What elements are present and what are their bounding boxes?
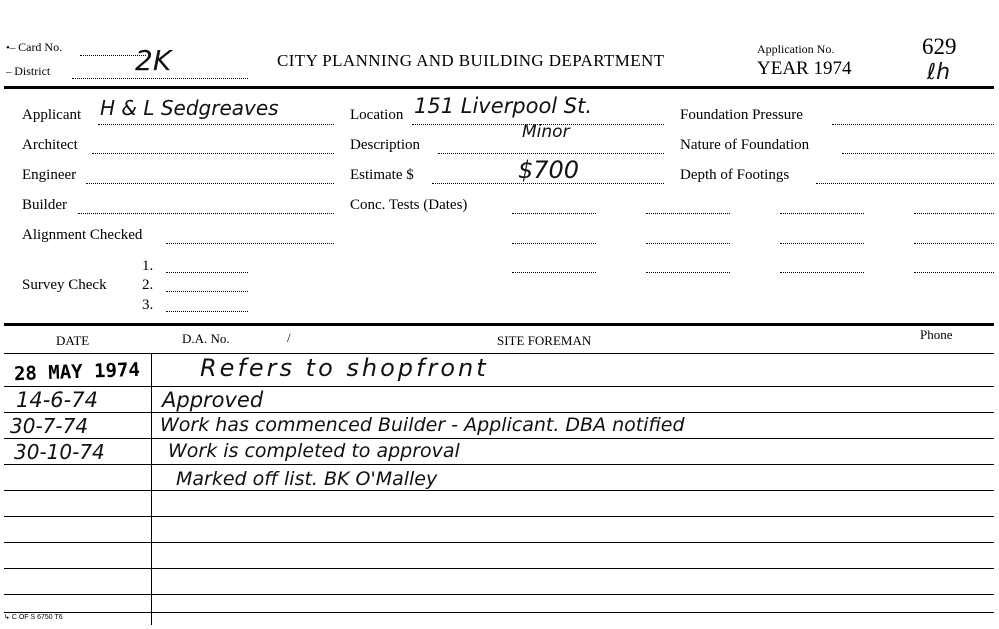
alignment-line [166, 243, 334, 244]
conc-test-line [512, 213, 596, 214]
da-no-separator: / [287, 330, 291, 345]
depth-footings-line [816, 183, 994, 184]
applicant-value: H & L Sedgreaves [100, 96, 279, 120]
table-row-date: 28 MAY 1974 [13, 358, 141, 386]
engineer-label: Engineer [22, 167, 77, 183]
table-top-rule [4, 323, 994, 326]
conc-test-line [914, 243, 994, 244]
builder-label: Builder [22, 197, 67, 213]
location-label: Location [350, 107, 404, 123]
applicant-label: Applicant [22, 107, 82, 123]
year-label: YEAR 1974 [757, 58, 852, 79]
application-no-label: Application No. [757, 42, 835, 56]
table-row-rule [4, 353, 994, 354]
site-foreman-header: SITE FOREMAN [497, 333, 592, 348]
table-row-rule [4, 516, 994, 517]
depth-footings-label: Depth of Footings [680, 167, 790, 183]
architect-label: Architect [22, 137, 78, 153]
survey-line [166, 272, 248, 273]
phone-header: Phone [920, 327, 953, 342]
table-row-rule [4, 412, 994, 413]
table-row-date: 30-7-74 [10, 414, 89, 438]
location-value: 151 Liverpool St. [414, 94, 593, 118]
conc-test-line [780, 243, 864, 244]
table-row-entry: Refers to shopfront [200, 354, 489, 382]
description-line [438, 153, 664, 154]
conc-test-line [646, 213, 730, 214]
conc-test-line [914, 272, 994, 273]
initials-mark: ℓh [927, 60, 951, 85]
alignment-label: Alignment Checked [22, 227, 143, 243]
table-row-entry: Approved [162, 388, 264, 412]
table-row-entry: Work is completed to approval [168, 440, 460, 462]
estimate-value: $700 [518, 156, 580, 184]
conc-test-line [512, 272, 596, 273]
description-value: Minor [522, 122, 570, 142]
estimate-label: Estimate $ [350, 167, 414, 183]
card-no-label: •– Card No. [6, 40, 63, 54]
form-code: ↳ C OF S 6750 T6 [4, 614, 63, 621]
date-header: DATE [56, 333, 90, 348]
table-row-rule [4, 612, 994, 613]
foundation-pressure-label: Foundation Pressure [680, 107, 803, 123]
builder-line [78, 213, 334, 214]
conc-test-line [512, 243, 596, 244]
survey-line [166, 311, 248, 312]
da-no-header: D.A. No. [182, 331, 230, 346]
conc-test-line [646, 272, 730, 273]
nature-foundation-label: Nature of Foundation [680, 137, 810, 153]
description-label: Description [350, 137, 420, 153]
table-row-entry: Work has commenced Builder - Applicant. DBA notified [160, 414, 685, 436]
table-row-rule [4, 542, 994, 543]
table-row-date: 30-10-74 [14, 440, 105, 464]
table-row-rule [4, 568, 994, 569]
survey-number: 2. [142, 277, 154, 293]
survey-number: 3. [142, 297, 154, 313]
header-rule [4, 86, 994, 89]
nature-foundation-line [842, 153, 994, 154]
application-no-value: 629 [922, 34, 957, 59]
table-row-rule [4, 386, 994, 387]
table-row-rule [4, 490, 994, 491]
conc-test-line [780, 213, 864, 214]
conc-tests-label: Conc. Tests (Dates) [350, 197, 468, 213]
survey-number: 1. [142, 258, 154, 274]
table-row-rule [4, 438, 994, 439]
table-row-date: 14-6-74 [16, 388, 98, 412]
district-label: – District [6, 64, 51, 78]
table-row-rule [4, 594, 994, 595]
district-line [72, 78, 248, 79]
table-row-rule [4, 464, 994, 465]
table-row-entry: Marked off list. BK O'Malley [176, 468, 438, 490]
department-title: CITY PLANNING AND BUILDING DEPARTMENT [277, 51, 665, 70]
engineer-line [86, 183, 334, 184]
applicant-line [98, 124, 334, 125]
architect-line [92, 153, 334, 154]
conc-test-line [780, 272, 864, 273]
survey-line [166, 291, 248, 292]
foundation-pressure-line [832, 124, 994, 125]
district-value: 2K [135, 44, 172, 77]
survey-check-label: Survey Check [22, 277, 107, 293]
conc-test-line [646, 243, 730, 244]
date-column-divider [151, 353, 152, 625]
conc-test-line [914, 213, 994, 214]
